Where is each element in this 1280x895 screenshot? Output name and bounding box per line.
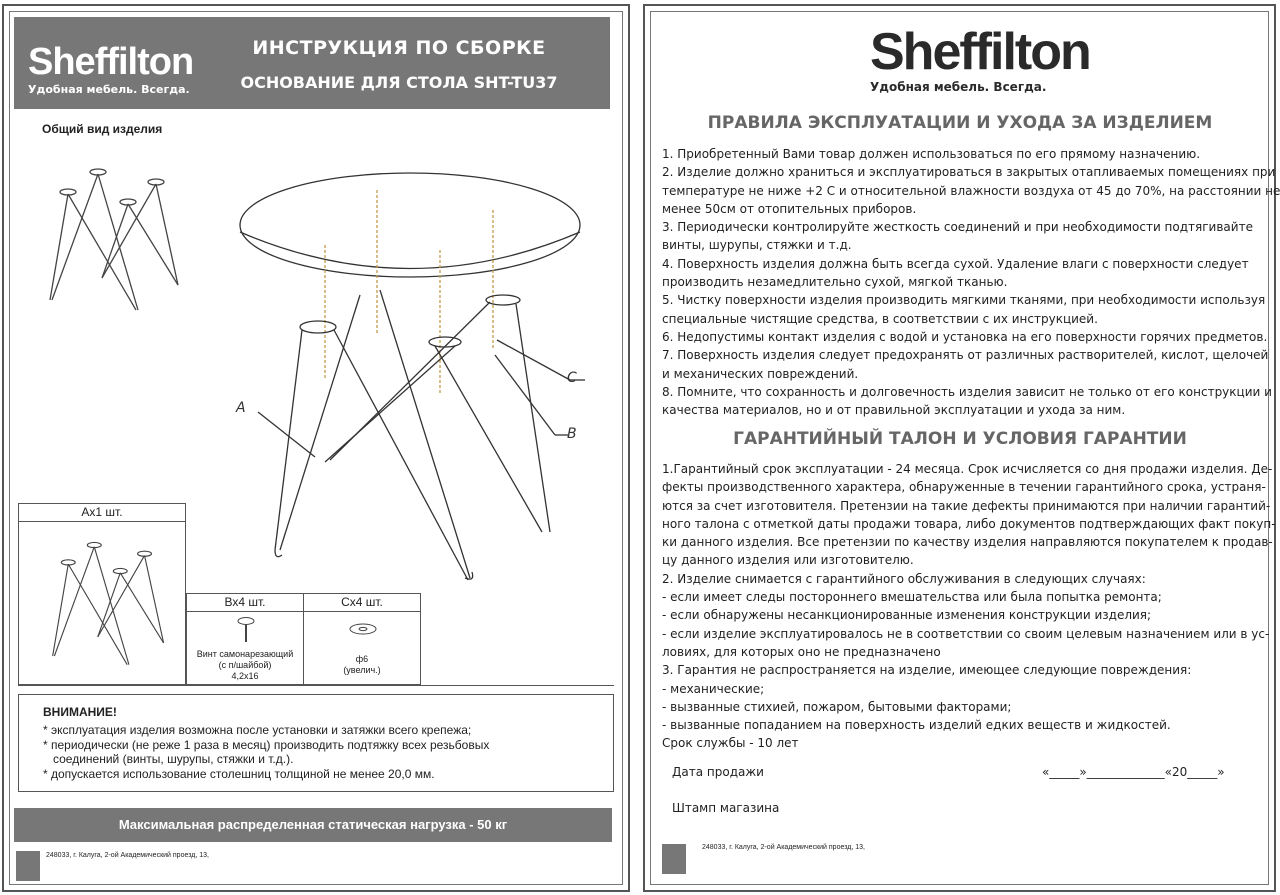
rules-line: 1. Приобретенный Вами товар должен использоваться по его прямому назначению. bbox=[662, 147, 1201, 161]
right-footer-marker bbox=[662, 844, 686, 874]
part-b-box bbox=[186, 593, 304, 685]
part-b-desc-3: 4,2х16 bbox=[231, 671, 259, 681]
part-a-header: Ах1 шт. bbox=[19, 504, 185, 522]
rules-line: 3. Периодически контролируйте жесткость соединений и при необходимости подтягивайте bbox=[662, 220, 1253, 235]
right-tagline: Удобная мебель. Всегда. bbox=[870, 80, 1047, 94]
screw-icon bbox=[234, 616, 258, 644]
part-a-box bbox=[18, 503, 186, 685]
part-c-desc-2: (увелич.) bbox=[343, 665, 381, 675]
rules-line: 7. Поверхность изделия следует предохранять от различных растворителей, кислот, щелочей bbox=[662, 348, 1269, 363]
callout-a: A bbox=[236, 400, 246, 416]
rules-line: менее 50см от отопительных приборов. bbox=[662, 201, 917, 216]
sale-date-blank[interactable]: «_____»_____________«20_____» bbox=[1042, 765, 1225, 779]
warranty-line: фекты производственного характера, обнаруженные в течении гарантийного срока, устраня- bbox=[662, 480, 1266, 495]
part-b-desc-1: Винт самонарезающий bbox=[196, 649, 294, 659]
part-c-box bbox=[303, 593, 421, 685]
rules-line: винты, шурупы, стяжки и т.д. bbox=[662, 238, 852, 253]
warranty-line: ловиях, для которых оно не предназначено bbox=[662, 644, 941, 659]
attention-line-2: * периодически (не реже 1 раза в месяц) производить подтяжку всех резьбовых bbox=[43, 738, 490, 752]
warranty-line: цу данного изделия или изготовителю. bbox=[662, 553, 914, 568]
rules-line: 4. Поверхность изделия должна быть всегда сухой. Удаление влаги с поверхности следует bbox=[662, 256, 1249, 271]
left-logo: Sheffilton bbox=[28, 41, 194, 83]
base-sketch-small bbox=[40, 160, 190, 320]
rules-line: 5. Чистку поверхности изделия производить мягкими тканями, при необходимости используя bbox=[662, 293, 1266, 308]
parts-divider bbox=[18, 685, 614, 686]
max-load-banner: Максимальная распределенная статическая нагрузка - 50 кг bbox=[14, 808, 612, 842]
part-c-desc-1: ф6 bbox=[355, 654, 369, 664]
warranty-line: 1.Гарантийный срок эксплуатации - 24 месяца. Срок исчисляется со дня продажи изделия. Де- bbox=[662, 462, 1273, 476]
rules-line: специальные чистящие средства, в соответствии с их инструкцией. bbox=[662, 311, 1098, 326]
warranty-line: ки данного изделия. Все претензии по качеству изделия направляются покупателем к продав- bbox=[662, 535, 1273, 550]
general-view-label: Общий вид изделия bbox=[42, 122, 163, 136]
attention-line-4: * допускается использование столешниц толщиной не менее 20,0 мм. bbox=[43, 767, 435, 781]
left-header-banner bbox=[14, 17, 610, 109]
rules-line: 6. Недопустимы контакт изделия с водой и установка на его поверхности горячих предметов. bbox=[662, 329, 1268, 344]
left-tagline: Удобная мебель. Всегда. bbox=[28, 83, 190, 96]
warranty-line: Срок службы - 10 лет bbox=[662, 736, 799, 751]
product-title: ОСНОВАНИЕ ДЛЯ СТОЛА SHT-TU37 bbox=[240, 73, 558, 92]
left-address: 248033, г. Калуга, 2-ой Академический проезд, 13, bbox=[46, 852, 209, 859]
rules-line: и механических повреждений. bbox=[662, 366, 859, 381]
warranty-line: - механические; bbox=[662, 681, 765, 696]
warranty-text bbox=[662, 460, 1276, 753]
attention-line-3: соединений (винты, шурупы, стяжки и т.д.). bbox=[43, 752, 294, 766]
warranty-line: 2. Изделие снимается с гарантийного обслуживания в следующих случаях: bbox=[662, 571, 1146, 586]
warranty-line: 3. Гарантия не распространяется на изделие, имеющее следующие повреждения: bbox=[662, 663, 1192, 678]
attention-box bbox=[18, 694, 614, 792]
warranty-line: - если обнаружены несанкционированные изменения конструкции изделия; bbox=[662, 608, 1152, 623]
warranty-line: ются за счет изготовителя. Претензии на такие дефекты принимаются при наличии гарантий- bbox=[662, 498, 1271, 513]
stamp-label: Штамп магазина bbox=[672, 801, 780, 815]
right-address: 248033, г. Калуга, 2-ой Академический проезд, 13, bbox=[702, 844, 865, 851]
attention-line-1: * эксплуатация изделия возможна после установки и затяжки всего крепежа; bbox=[43, 723, 472, 737]
callout-c: C bbox=[567, 370, 577, 386]
part-c-header: Сх4 шт. bbox=[304, 594, 420, 612]
left-footer-marker bbox=[16, 851, 40, 881]
warranty-line: - если изделие эксплуатировалось не в соответствии со своим целевым назначением или в ус- bbox=[662, 626, 1270, 641]
warranty-line: ного талона с отметкой даты продажи товара, либо документов подтверждающих факт покуп- bbox=[662, 516, 1276, 531]
part-b-desc-2: (с п/шайбой) bbox=[218, 660, 272, 670]
table-assembly-drawing bbox=[230, 170, 630, 600]
rules-line: производить незамедлительно сухой, мягкой тканью. bbox=[662, 275, 1008, 290]
callout-b: B bbox=[567, 426, 577, 442]
sale-date-label: Дата продажи bbox=[672, 765, 764, 779]
rules-title: ПРАВИЛА ЭКСПЛУАТАЦИИ И УХОДА ЗА ИЗДЕЛИЕМ bbox=[707, 113, 1213, 133]
rules-line: температуре не ниже +2 С и относительной влажности воздуха от 45 до 70%, на расстоянии не bbox=[662, 183, 1280, 198]
attention-title: ВНИМАНИЕ! bbox=[43, 705, 117, 719]
washer-icon bbox=[348, 622, 378, 636]
rules-text bbox=[662, 145, 1280, 419]
warranty-line: - вызванные стихией, пожаром, бытовыми факторами; bbox=[662, 699, 1012, 714]
part-b-header: Вх4 шт. bbox=[187, 594, 303, 612]
right-logo: Sheffilton bbox=[870, 23, 1090, 81]
rules-line: 8. Помните, что сохранность и долговечность изделия зависит не только от его конструкции и bbox=[662, 384, 1272, 399]
rules-line: 2. Изделие должно храниться и эксплуатироваться в закрытых отапливаемых помещениях при bbox=[662, 165, 1276, 180]
warranty-title: ГАРАНТИЙНЫЙ ТАЛОН И УСЛОВИЯ ГАРАНТИИ bbox=[733, 429, 1187, 449]
part-a-sketch bbox=[44, 534, 174, 674]
warranty-line: - если имеет следы постороннего вмешательства или была попытка ремонта; bbox=[662, 590, 1162, 605]
warranty-line: - вызванные попаданием на поверхность изделий едких веществ и жидкостей. bbox=[662, 718, 1171, 733]
instruction-title: ИНСТРУКЦИЯ ПО СБОРКЕ bbox=[252, 37, 546, 59]
rules-line: качества материалов, но и от правильной эксплуатации и ухода за ним. bbox=[662, 403, 1126, 418]
